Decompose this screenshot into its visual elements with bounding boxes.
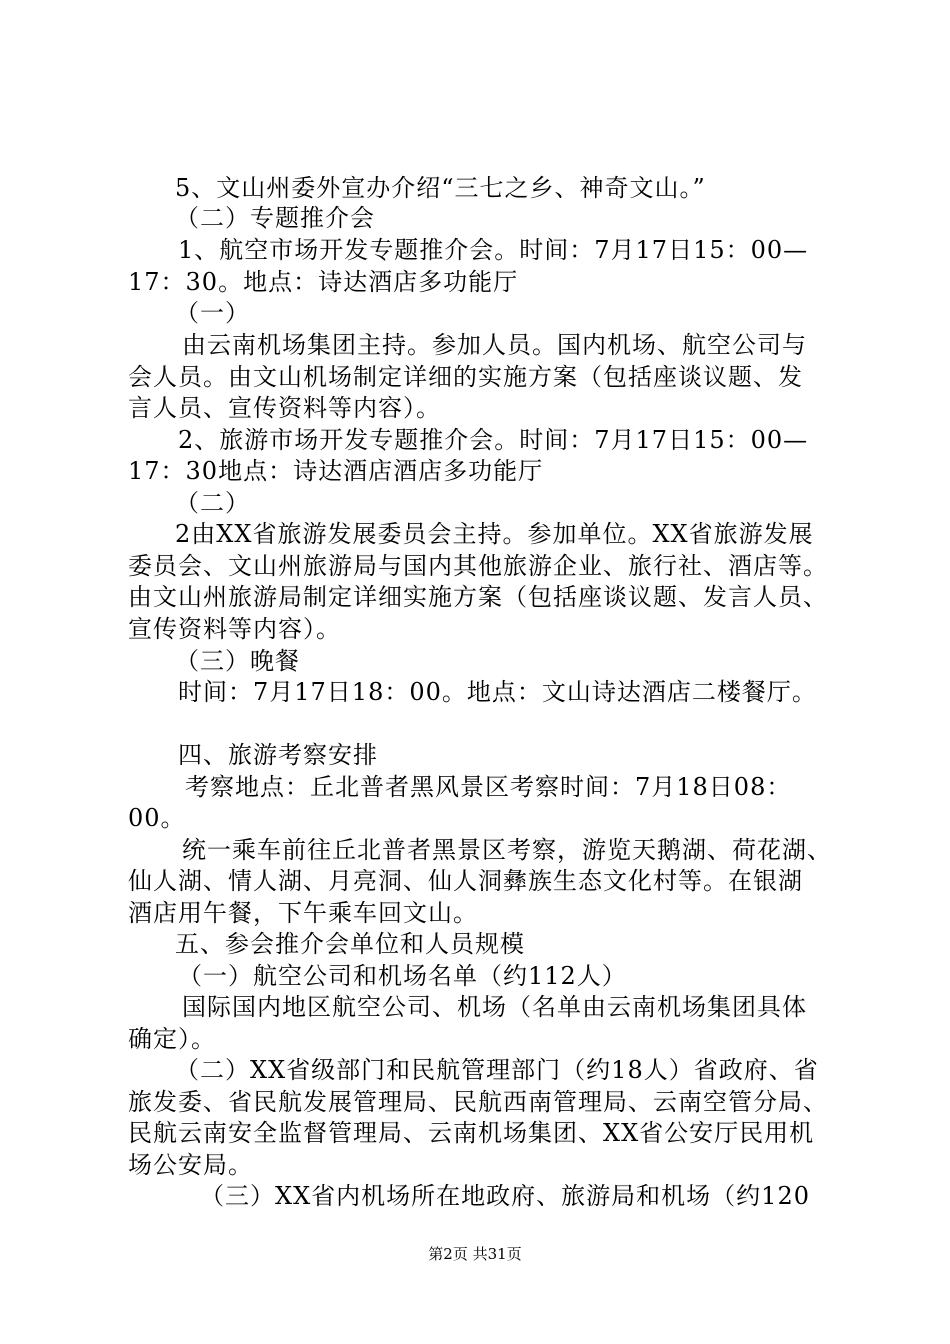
page-footer: 第2页 共31页 <box>428 1245 522 1263</box>
text-line: （一） <box>175 299 250 327</box>
text-line: 民航云南安全监督管理局、云南机场集团、XX省公安厅民用机 <box>128 1119 815 1147</box>
text-line: （二） <box>175 489 250 517</box>
text-line: 统一乘车前往丘北普者黑景区考察，游览天鹅湖、荷花湖、 <box>182 836 832 864</box>
text-line: 会人员。由文山机场制定详细的实施方案（包括座谈议题、发 <box>128 363 803 391</box>
section-heading: （二）专题推介会 <box>175 204 375 232</box>
text-line: 1、航空市场开发专题推介会。时间：7月17日15：00— <box>178 236 809 264</box>
text-line: 国际国内地区航空公司、机场（名单由云南机场集团具体 <box>182 993 807 1021</box>
text-line: 旅发委、省民航发展管理局、民航西南管理局、云南空管分局、 <box>128 1088 828 1116</box>
text-line: 2、旅游市场开发专题推介会。时间：7月17日15：00— <box>178 426 809 454</box>
text-line: 酒店用午餐，下午乘车回文山。 <box>128 899 478 927</box>
section-heading: 五、参会推介会单位和人员规模 <box>175 930 525 958</box>
section-heading: （三）晚餐 <box>175 647 300 675</box>
text-line: 委员会、文山州旅游局与国内其他旅游企业、旅行社、酒店等。 <box>128 552 828 580</box>
text-line: （二）XX省级部门和民航管理部门（约18人）省政府、省 <box>175 1056 819 1084</box>
text-line: 言人员、宣传资料等内容）。 <box>128 394 441 422</box>
section-heading: （一）航空公司和机场名单（约112人） <box>178 962 627 990</box>
text-line: 5、文山州委外宣办介绍“三七之乡、神奇文山。” <box>175 174 706 202</box>
text-line: （三）XX省内机场所在地政府、旅游局和机场（约120 <box>200 1182 810 1210</box>
text-line: 考察地点：丘北普者黑风景区考察时间：7月18日08： <box>185 773 792 801</box>
text-line: 宣传资料等内容）。 <box>128 615 341 643</box>
text-line: 由文山州旅游局制定详细实施方案（包括座谈议题、发言人员、 <box>128 583 828 611</box>
text-line: 场公安局。 <box>128 1151 253 1179</box>
text-line: 17：30。地点：诗达酒店多功能厅 <box>128 268 519 296</box>
section-heading: 四、旅游考察安排 <box>178 741 378 769</box>
text-line: 仙人湖、情人湖、月亮洞、仙人洞彝族生态文化村等。在银湖 <box>128 867 803 895</box>
text-line: 确定）。 <box>128 1025 216 1053</box>
text-line: 00。 <box>128 804 186 832</box>
text-line: 2由XX省旅游发展委员会主持。参加单位。XX省旅游发展 <box>175 520 814 548</box>
text-line: 17：30地点：诗达酒店酒店多功能厅 <box>128 457 544 485</box>
text-line: 由云南机场集团主持。参加人员。国内机场、航空公司与 <box>182 331 807 359</box>
text-line: 时间：7月17日18：00。地点：文山诗达酒店二楼餐厅。 <box>178 678 817 706</box>
